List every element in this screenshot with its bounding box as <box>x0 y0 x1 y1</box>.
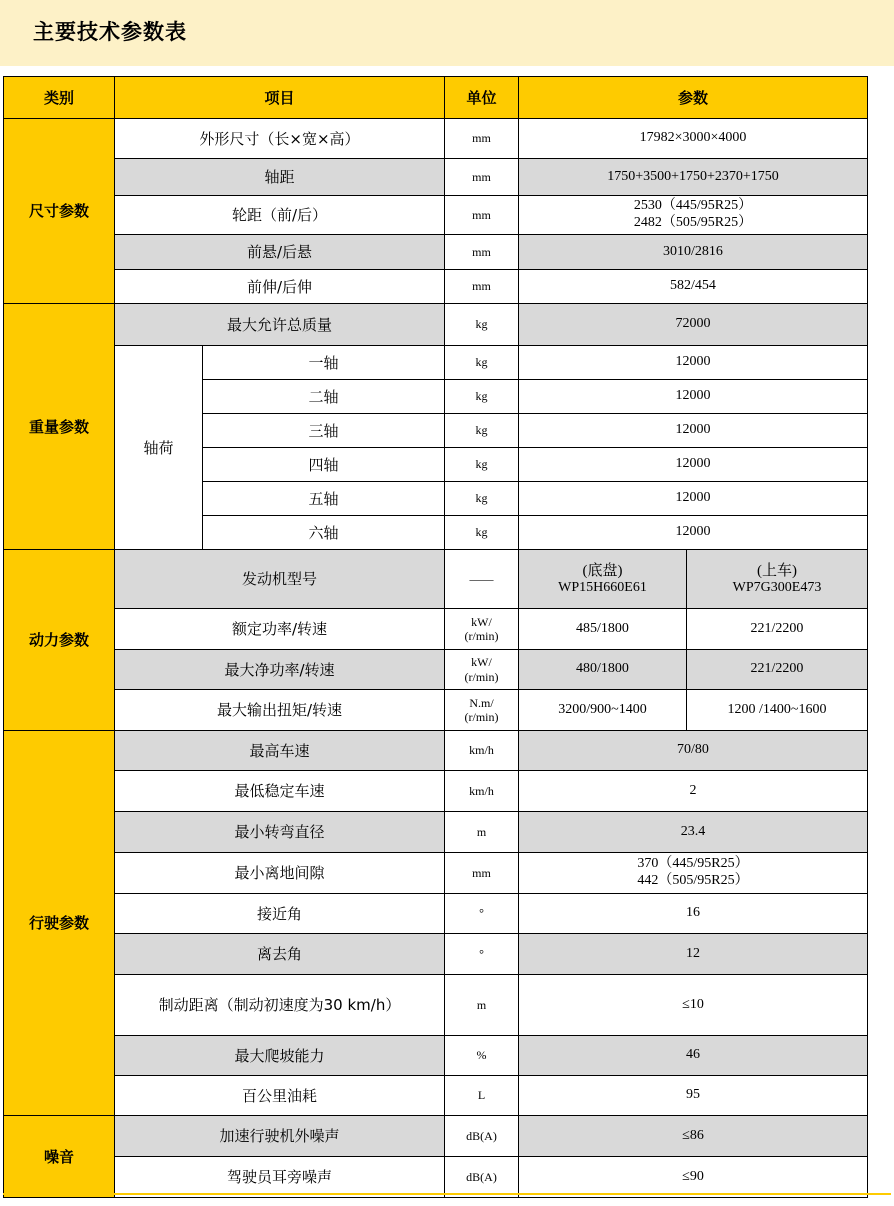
spec-table <box>3 76 868 1198</box>
header-unit: 单位 <box>445 77 519 119</box>
row-unit: kg <box>445 346 519 380</box>
value-line: (底盘) <box>582 562 623 579</box>
row-unit: dB(A) <box>445 1116 519 1157</box>
header-category: 类别 <box>4 77 115 119</box>
row-value: 12000 <box>519 482 868 516</box>
row-item: 轮距（前/后） <box>115 196 445 235</box>
row-item: 发动机型号 <box>115 550 445 609</box>
category-noise: 噪音 <box>4 1116 115 1198</box>
row-value-chassis: 480/1800 <box>519 650 687 690</box>
table-row <box>4 1076 868 1116</box>
table-row <box>4 894 868 934</box>
table-row <box>4 550 868 609</box>
table-row <box>4 690 868 731</box>
row-unit: mm <box>445 853 519 894</box>
unit-line: N.m/ <box>469 695 494 710</box>
row-value: 1750+3500+1750+2370+1750 <box>519 159 868 196</box>
row-value <box>519 196 868 235</box>
table-row <box>4 119 868 159</box>
unit-line: (r/min) <box>464 669 499 684</box>
row-value-upper: 1200 /1400~1600 <box>687 690 868 731</box>
row-value: 2 <box>519 771 868 812</box>
row-unit <box>445 650 519 690</box>
upper-engine <box>687 550 868 609</box>
unit-line: (r/min) <box>464 710 499 724</box>
row-item: 外形尺寸（长×宽×高） <box>115 119 445 159</box>
page-title: 主要技术参数表 <box>33 20 187 44</box>
row-unit: kg <box>445 414 519 448</box>
row-item: 三轴 <box>203 414 445 448</box>
value-line: (上车) <box>757 562 797 579</box>
row-unit: kg <box>445 482 519 516</box>
table-row <box>4 196 868 235</box>
row-unit: km/h <box>445 771 519 812</box>
header-param: 参数 <box>519 77 868 119</box>
row-value: 17982×3000×4000 <box>519 119 868 159</box>
row-unit: kg <box>445 516 519 550</box>
table-row <box>4 853 868 894</box>
row-item: 最低稳定车速 <box>115 771 445 812</box>
row-item: 六轴 <box>203 516 445 550</box>
row-unit: L <box>445 1076 519 1116</box>
row-item: 最高车速 <box>115 731 445 771</box>
row-unit: kg <box>445 304 519 346</box>
row-unit: dB(A) <box>445 1157 519 1198</box>
row-value: 16 <box>519 894 868 934</box>
row-unit: mm <box>445 235 519 270</box>
table-row <box>4 812 868 853</box>
table-row <box>4 235 868 270</box>
category-driving: 行驶参数 <box>4 731 115 1116</box>
bottom-rule <box>3 1193 891 1195</box>
table-row <box>4 771 868 812</box>
row-value-upper: 221/2200 <box>687 609 868 650</box>
table-row <box>4 346 868 380</box>
table-row <box>4 159 868 196</box>
row-value: 12000 <box>519 380 868 414</box>
row-unit: % <box>445 1036 519 1076</box>
row-unit: kg <box>445 380 519 414</box>
row-value: 12000 <box>519 516 868 550</box>
row-value: 582/454 <box>519 270 868 304</box>
unit-line: kW/ <box>471 614 492 629</box>
value-line: 2530（445/95R25） <box>633 198 753 214</box>
row-item: 百公里油耗 <box>115 1076 445 1116</box>
row-value: 23.4 <box>519 812 868 853</box>
row-unit: mm <box>445 270 519 304</box>
table-header-row <box>4 77 868 119</box>
header-item: 项目 <box>115 77 445 119</box>
row-unit <box>445 609 519 650</box>
row-unit: mm <box>445 119 519 159</box>
row-unit: ° <box>445 894 519 934</box>
row-item: 最大净功率/转速 <box>115 650 445 690</box>
unit-line: (r/min) <box>464 629 499 643</box>
value-line: WP15H660E61 <box>558 579 647 595</box>
row-value: 70/80 <box>519 731 868 771</box>
table-row <box>4 975 868 1036</box>
table-row <box>4 1036 868 1076</box>
row-item: 最大爬坡能力 <box>115 1036 445 1076</box>
row-unit: ° <box>445 934 519 975</box>
table-row <box>4 270 868 304</box>
category-power: 动力参数 <box>4 550 115 731</box>
row-unit: mm <box>445 196 519 235</box>
row-value: 3010/2816 <box>519 235 868 270</box>
category-weight: 重量参数 <box>4 304 115 550</box>
table-row <box>4 731 868 771</box>
row-value: ≤10 <box>519 975 868 1036</box>
row-value <box>519 853 868 894</box>
row-item: 轴距 <box>115 159 445 196</box>
row-value-upper: 221/2200 <box>687 650 868 690</box>
row-item: 额定功率/转速 <box>115 609 445 650</box>
table-row <box>4 934 868 975</box>
row-value: 12000 <box>519 414 868 448</box>
row-unit: —— <box>445 550 519 609</box>
table-row <box>4 650 868 690</box>
row-item: 一轴 <box>203 346 445 380</box>
row-unit <box>445 690 519 731</box>
row-item: 前悬/后悬 <box>115 235 445 270</box>
chassis-engine <box>519 550 687 609</box>
row-item: 二轴 <box>203 380 445 414</box>
row-item: 前伸/后伸 <box>115 270 445 304</box>
row-item: 离去角 <box>115 934 445 975</box>
value-line: 2482（505/95R25） <box>633 215 753 230</box>
table-row <box>4 1116 868 1157</box>
row-item: 驾驶员耳旁噪声 <box>115 1157 445 1198</box>
row-unit: m <box>445 975 519 1036</box>
row-item: 最大允许总质量 <box>115 304 445 346</box>
row-unit: mm <box>445 159 519 196</box>
row-value: ≤86 <box>519 1116 868 1157</box>
row-unit: kg <box>445 448 519 482</box>
value-line: 370（445/95R25） <box>637 856 749 872</box>
table-row <box>4 304 868 346</box>
row-value: 95 <box>519 1076 868 1116</box>
row-item: 制动距离（制动初速度为30 km/h） <box>115 975 445 1036</box>
row-value: 12000 <box>519 346 868 380</box>
row-value: 46 <box>519 1036 868 1076</box>
row-item: 四轴 <box>203 448 445 482</box>
table-row <box>4 1157 868 1198</box>
row-value: 12000 <box>519 448 868 482</box>
table-row <box>4 609 868 650</box>
unit-line: kW/ <box>471 655 492 670</box>
row-value: ≤90 <box>519 1157 868 1198</box>
row-item: 最大输出扭矩/转速 <box>115 690 445 731</box>
row-value: 72000 <box>519 304 868 346</box>
row-item: 五轴 <box>203 482 445 516</box>
value-line: WP7G300E473 <box>732 579 822 595</box>
row-unit: m <box>445 812 519 853</box>
axle-load-group: 轴荷 <box>115 346 203 550</box>
row-unit: km/h <box>445 731 519 771</box>
row-value-chassis: 3200/900~1400 <box>519 690 687 731</box>
row-item: 接近角 <box>115 894 445 934</box>
row-value: 12 <box>519 934 868 975</box>
value-line: 442（505/95R25） <box>637 873 749 888</box>
row-item: 最小离地间隙 <box>115 853 445 894</box>
row-item: 加速行驶机外噪声 <box>115 1116 445 1157</box>
category-size: 尺寸参数 <box>4 119 115 304</box>
row-value-chassis: 485/1800 <box>519 609 687 650</box>
row-item: 最小转弯直径 <box>115 812 445 853</box>
